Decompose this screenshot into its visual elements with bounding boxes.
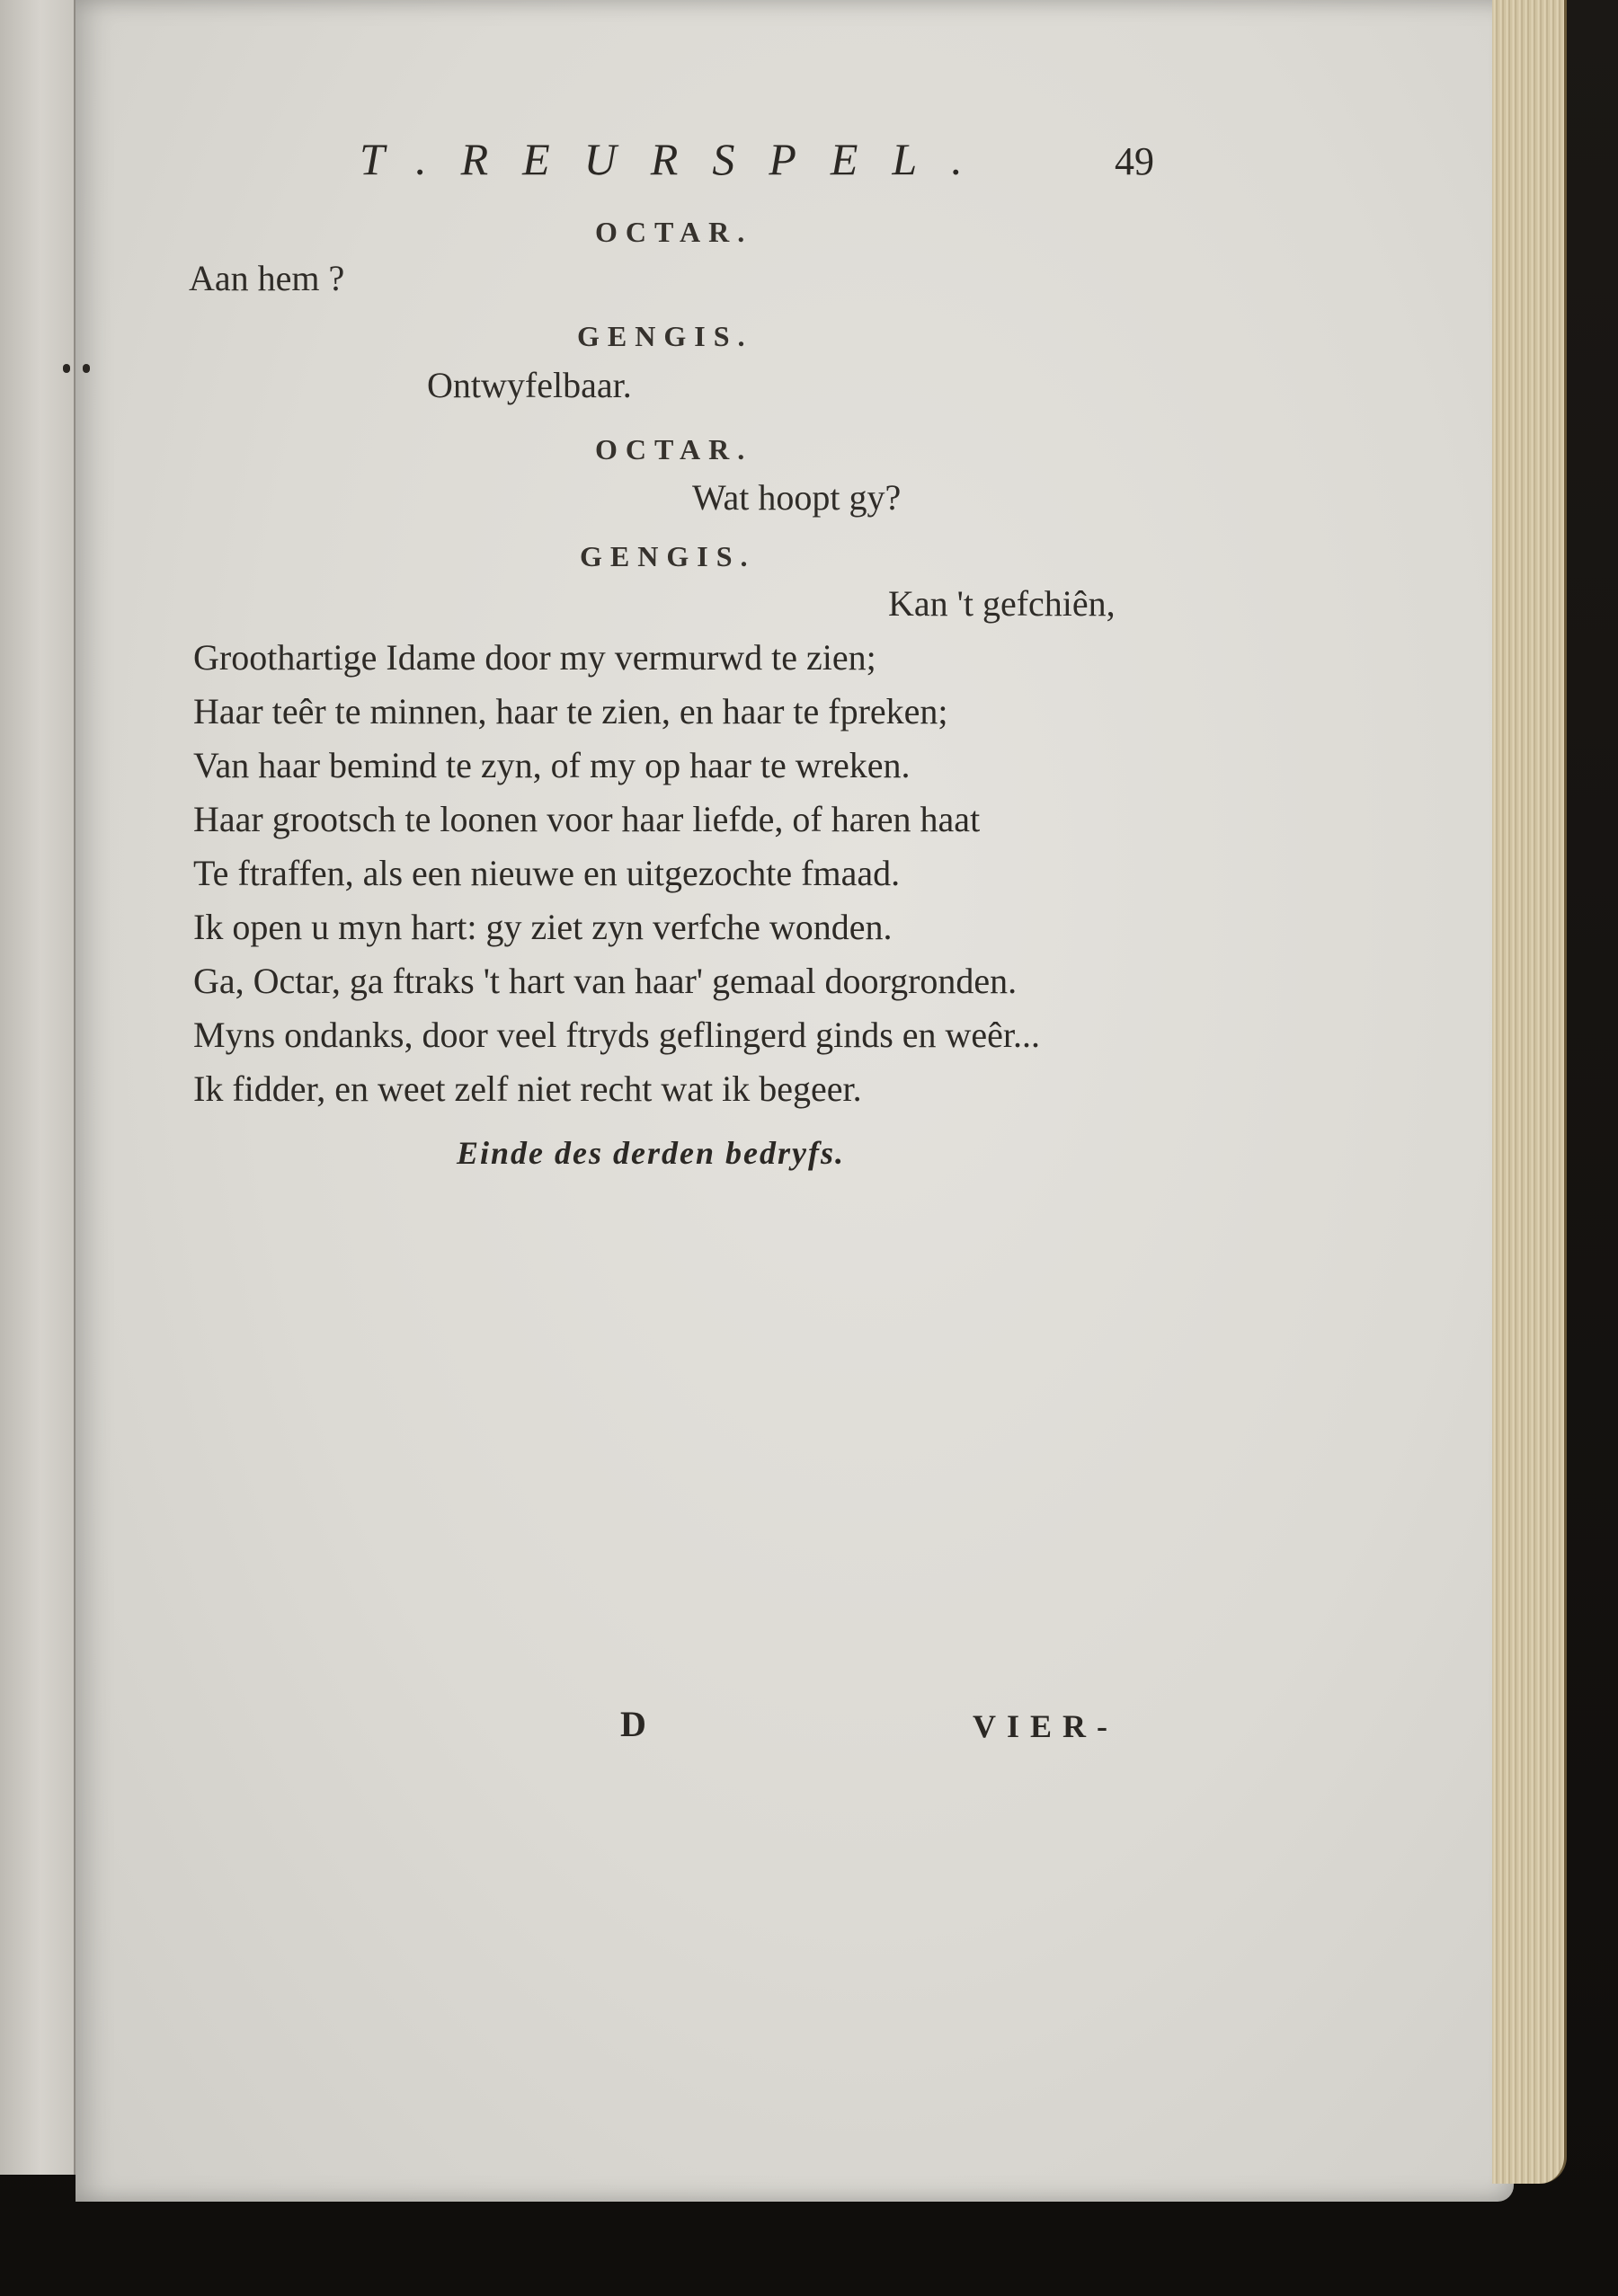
verse-line: Haar grootsch te loonen voor haar liefde, of haren haat — [193, 799, 981, 839]
verse-line: Van haar bemind te zyn, of my op haar te wreken. — [193, 745, 911, 785]
catchword: VIER- — [973, 1708, 1119, 1744]
dialogue-line: Ontwyfelbaar. — [427, 365, 632, 405]
binding-marks — [63, 364, 99, 382]
verse-line: Myns ondanks, door veel ftryds geflingerd ginds en weêr... — [193, 1015, 1041, 1055]
speaker-name: OCTAR. — [595, 216, 753, 248]
verse-line: Groothartige Idame door my vermurwd te zien; — [193, 637, 876, 678]
running-head: T.REURSPEL. — [360, 134, 997, 184]
speaker-name: OCTAR. — [595, 433, 753, 465]
signature-mark: D — [620, 1704, 646, 1744]
verse-line: Haar teêr te minnen, haar te zien, en haar te fpreken; — [193, 691, 948, 731]
previous-page-edge — [0, 0, 76, 2175]
speaker-name: GENGIS. — [577, 320, 753, 352]
dialogue-line: Kan 't gefchiên, — [888, 583, 1116, 624]
page-stack-edges — [1492, 0, 1567, 2184]
verse-line: Ga, Octar, ga ftraks 't hart van haar' gemaal doorgronden. — [193, 961, 1018, 1001]
dialogue-line: Wat hoopt gy? — [692, 477, 902, 518]
page-number: 49 — [1115, 139, 1154, 183]
act-end-note: Einde des derden bedryfs. — [457, 1135, 845, 1171]
dialogue-line: Aan hem ? — [189, 258, 345, 298]
verse-line: Ik fidder, en weet zelf niet recht wat ik begeer. — [193, 1068, 862, 1109]
speaker-name: GENGIS. — [580, 540, 756, 572]
verse-line: Te ftraffen, als een nieuwe en uitgezochte fmaad. — [193, 853, 901, 893]
verse-line: Ik open u myn hart: gy ziet zyn verfche wonden. — [193, 907, 893, 947]
